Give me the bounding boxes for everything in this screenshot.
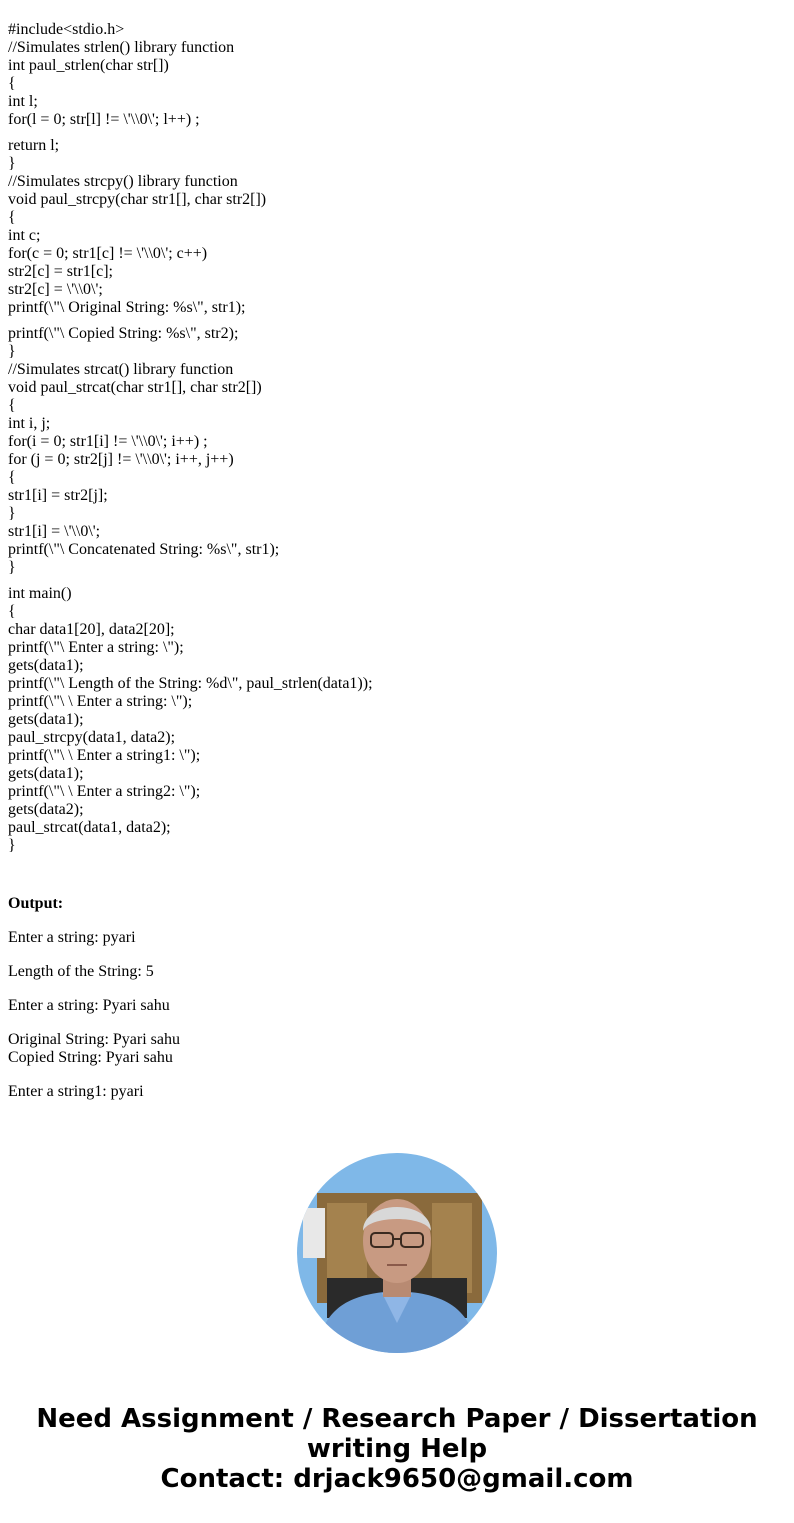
code-line: str2[c] = \'\\0\'; bbox=[8, 281, 103, 298]
code-line: gets(data1); bbox=[8, 711, 84, 728]
code-line: //Simulates strcpy() library function bbox=[8, 173, 238, 190]
output-line: Copied String: Pyari sahu bbox=[8, 1049, 173, 1066]
output-line: Original String: Pyari sahu bbox=[8, 1031, 180, 1048]
code-line: for(l = 0; str[l] != \'\\0\'; l++) ; bbox=[8, 111, 200, 128]
code-line: printf(\"\ \ Enter a string: \"); bbox=[8, 693, 193, 710]
output-paragraph bbox=[8, 1031, 180, 1067]
code-line: { bbox=[8, 397, 16, 414]
code-line: for(i = 0; str1[i] != \'\\0\'; i++) ; bbox=[8, 433, 208, 450]
code-line: char data1[20], data2[20]; bbox=[8, 621, 175, 638]
code-line: int l; bbox=[8, 93, 38, 110]
code-line: { bbox=[8, 469, 16, 486]
code-line: void paul_strcat(char str1[], char str2[]) bbox=[8, 379, 262, 396]
code-line: { bbox=[8, 75, 16, 92]
code-line: } bbox=[8, 155, 16, 172]
code-line: printf(\"\ Original String: %s\", str1); bbox=[8, 299, 246, 316]
output-paragraph bbox=[8, 929, 180, 947]
code-line: printf(\"\ \ Enter a string1: \"); bbox=[8, 747, 201, 764]
output-line: Enter a string: Pyari sahu bbox=[8, 997, 170, 1014]
code-blank-line bbox=[8, 317, 373, 325]
code-line: } bbox=[8, 343, 16, 360]
code-line: str2[c] = str1[c]; bbox=[8, 263, 113, 280]
code-line: } bbox=[8, 837, 16, 854]
code-line: for(c = 0; str1[c] != \'\\0\'; c++) bbox=[8, 245, 208, 262]
code-line: } bbox=[8, 559, 16, 576]
code-line: int main() bbox=[8, 585, 72, 602]
promo-banner bbox=[0, 1404, 794, 1494]
output-paragraph bbox=[8, 1083, 180, 1101]
code-line: paul_strcat(data1, data2); bbox=[8, 819, 171, 836]
promo-line-1: Need Assignment / Research Paper / Dissertation bbox=[36, 1404, 758, 1434]
code-line: void paul_strcpy(char str1[], char str2[]) bbox=[8, 191, 267, 208]
code-line: gets(data2); bbox=[8, 801, 84, 818]
output-line: Length of the String: 5 bbox=[8, 963, 154, 980]
code-line: //Simulates strlen() library function bbox=[8, 39, 235, 56]
code-line: gets(data1); bbox=[8, 657, 84, 674]
code-line: str1[i] = \'\\0\'; bbox=[8, 523, 101, 540]
code-line: printf(\"\ \ Enter a string2: \"); bbox=[8, 783, 201, 800]
code-line: #include<stdio.h> bbox=[8, 21, 125, 38]
code-line: printf(\"\ Concatenated String: %s\", str1); bbox=[8, 541, 280, 558]
code-line: //Simulates strcat() library function bbox=[8, 361, 234, 378]
code-line: return l; bbox=[8, 137, 60, 154]
code-line: printf(\"\ Copied String: %s\", str2); bbox=[8, 325, 239, 342]
person-photo-icon bbox=[297, 1153, 497, 1353]
code-line: paul_strcpy(data1, data2); bbox=[8, 729, 176, 746]
code-listing bbox=[8, 21, 373, 855]
code-line: int paul_strlen(char str[]) bbox=[8, 57, 169, 74]
code-line: printf(\"\ Length of the String: %d\", paul_strlen(data1)); bbox=[8, 675, 373, 692]
code-line: { bbox=[8, 209, 16, 226]
code-line: } bbox=[8, 505, 16, 522]
code-line: int c; bbox=[8, 227, 41, 244]
promo-line-2: writing Help bbox=[306, 1434, 488, 1464]
code-line: gets(data1); bbox=[8, 765, 84, 782]
promo-contact: Contact: drjack9650@gmail.com bbox=[160, 1464, 634, 1494]
code-blank-line bbox=[8, 129, 373, 137]
code-line: { bbox=[8, 603, 16, 620]
output-line: Enter a string: pyari bbox=[8, 929, 136, 946]
code-line: str1[i] = str2[j]; bbox=[8, 487, 108, 504]
code-line: for (j = 0; str2[j] != \'\\0\'; i++, j++) bbox=[8, 451, 234, 468]
code-blank-line bbox=[8, 577, 373, 585]
output-paragraph bbox=[8, 963, 180, 981]
author-avatar bbox=[297, 1153, 497, 1353]
output-line: Enter a string1: pyari bbox=[8, 1083, 144, 1100]
output-console bbox=[8, 929, 180, 1117]
output-paragraph bbox=[8, 997, 180, 1015]
code-line: int i, j; bbox=[8, 415, 51, 432]
output-heading: Output: bbox=[8, 895, 64, 912]
code-line: printf(\"\ Enter a string: \"); bbox=[8, 639, 184, 656]
